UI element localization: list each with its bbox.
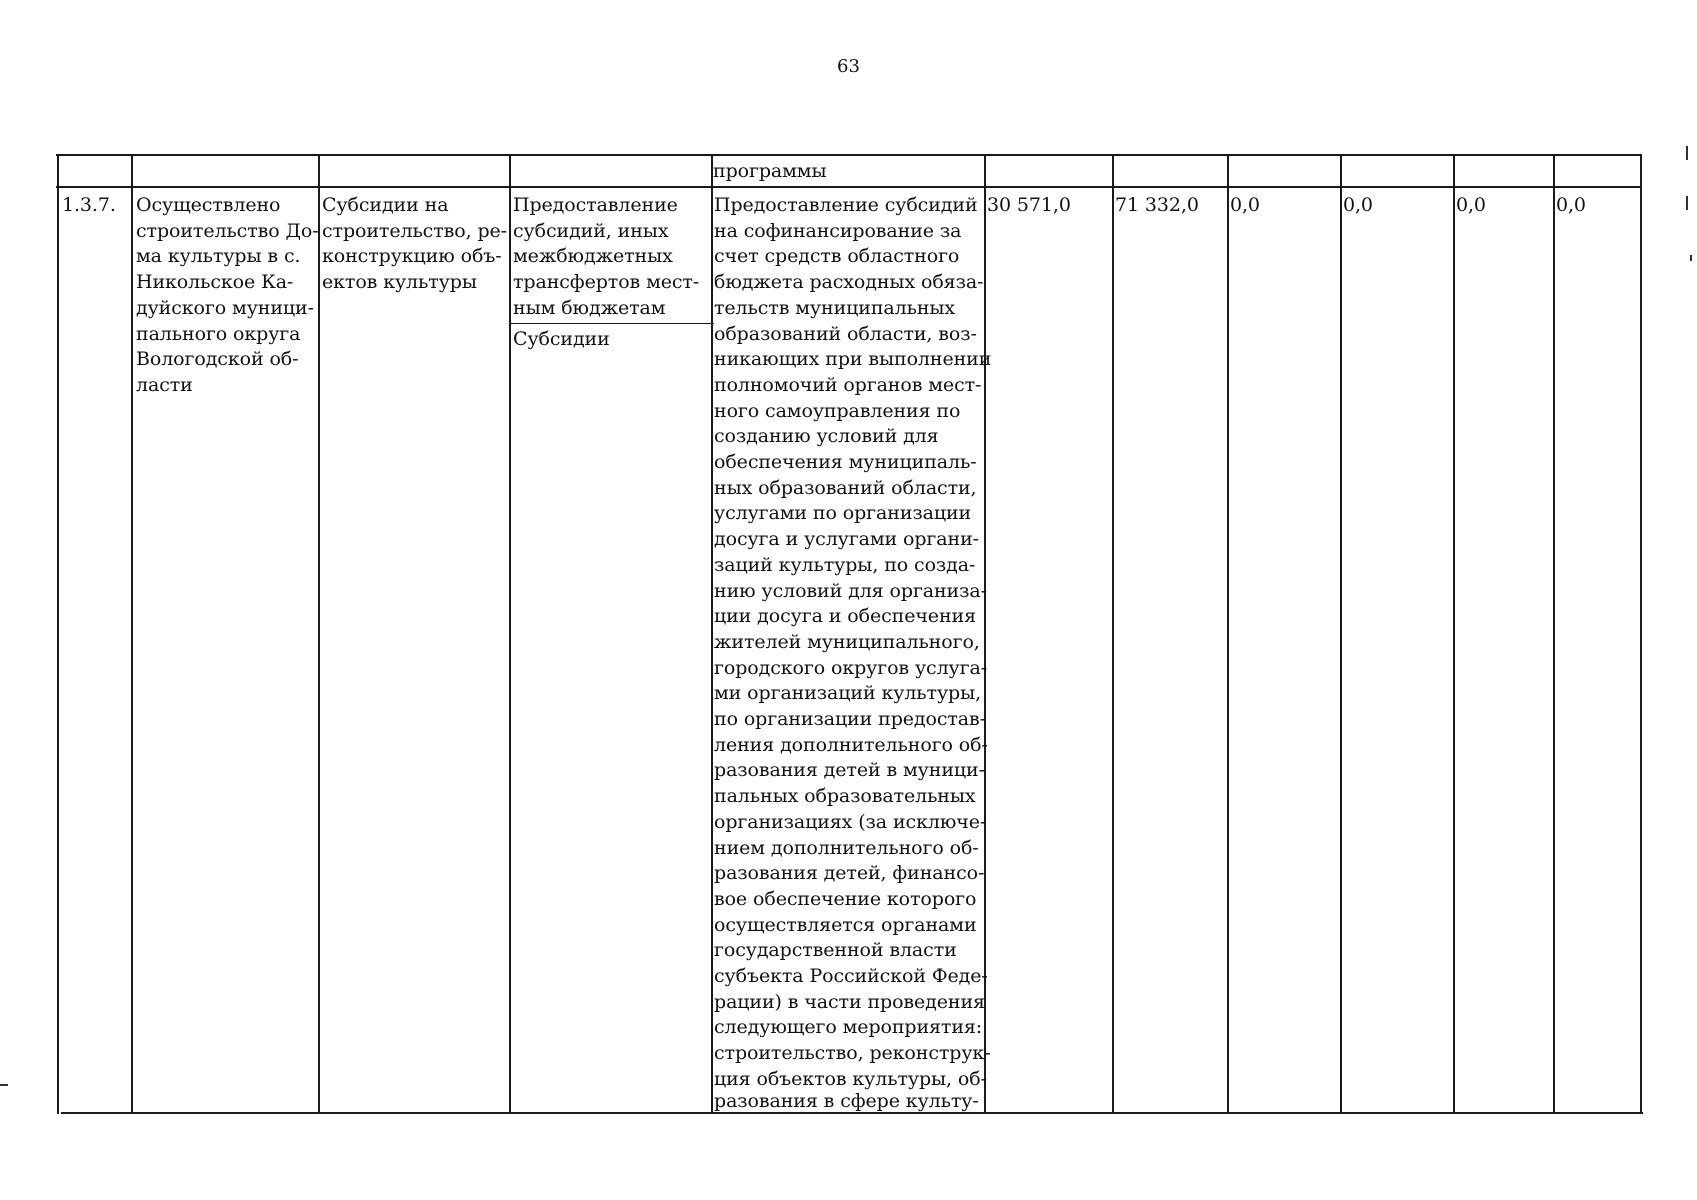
col-border-11 (1640, 154, 1642, 1114)
description-line: ция объектов культуры, об- (714, 1067, 987, 1090)
col-border-6 (1112, 154, 1114, 1114)
description-line: бюджета расходных обяза- (714, 271, 984, 294)
result-line: Никольское Ка- (136, 271, 294, 294)
value-cell-3: 0,0 (1230, 194, 1260, 216)
description-line: нием дополнительного об- (714, 836, 979, 859)
description-line: разования детей, финансо- (714, 862, 985, 885)
description-line: ных образований области, (714, 476, 977, 499)
result-line: строительство До- (136, 219, 319, 242)
direction-line: трансфертов мест- (513, 271, 700, 294)
description-line: никающих при выполнении (714, 348, 992, 371)
header-row-border (56, 186, 1640, 188)
result-line: ма культуры в с. (136, 245, 301, 268)
description-line: вое обеспечение которого (714, 887, 977, 910)
table-top-border (56, 154, 1640, 156)
col-border-0 (57, 154, 59, 1114)
page-number: 63 (837, 56, 860, 77)
description-line: обеспечения муниципаль- (714, 451, 977, 473)
result-line: Вологодской об- (136, 348, 299, 371)
scan-mark (1690, 255, 1692, 261)
direction-line: субсидий, иных (513, 219, 669, 242)
description-line: осуществляется органами (714, 913, 977, 936)
direction-sub-label: Субсидии (513, 328, 610, 350)
direction-divider (510, 323, 714, 324)
description-line: ления дополнительного об- (714, 733, 988, 756)
description-line: ного самоуправления по (714, 399, 961, 422)
col-border-8 (1340, 154, 1342, 1114)
direction-line: ным бюджетам (513, 296, 666, 319)
row-number: 1.3.7. (62, 194, 116, 216)
scan-mark (0, 1084, 8, 1086)
description-line: жителей муниципального, (714, 630, 980, 653)
scan-mark (1686, 146, 1688, 160)
description-line: образований области, воз- (714, 322, 977, 345)
description-line: пальных образовательных (714, 785, 976, 808)
col-border-1 (131, 154, 133, 1114)
header-description-cell: программы (713, 160, 827, 182)
col-border-10 (1553, 154, 1555, 1114)
scan-mark (1686, 196, 1688, 210)
description-line: по организации предостав- (714, 708, 986, 730)
description-line: рации) в части проведения (714, 990, 985, 1013)
description-line: субъекта Российской Феде- (714, 965, 988, 987)
description-line: счет средств областного (714, 245, 960, 268)
description-line: городского округов услуга- (714, 656, 988, 679)
col-border-2 (318, 154, 320, 1114)
description-line: Предоставление субсидий (714, 194, 978, 216)
description-line: созданию условий для (714, 425, 939, 448)
description-line: ции досуга и обеспечения (714, 605, 976, 628)
value-cell-4: 0,0 (1343, 194, 1373, 216)
type-line: Субсидии на (322, 194, 449, 216)
description-line: следующего мероприятия: (714, 1016, 983, 1039)
description-line: тельств муниципальных (714, 296, 956, 319)
description-line: организациях (за исключе- (714, 810, 987, 833)
result-line: ласти (136, 373, 193, 396)
description-line: ми организаций культуры, (714, 682, 982, 705)
col-border-4 (711, 154, 713, 1114)
col-border-7 (1227, 154, 1229, 1114)
type-line: ектов культуры (322, 271, 477, 294)
direction-line: межбюджетных (513, 245, 673, 268)
value-cell-1: 30 571,0 (987, 194, 1071, 216)
description-line: заций культуры, по созда- (714, 553, 976, 576)
description-line: досуга и услугами органи- (714, 528, 979, 551)
direction-line: Предоставление (513, 194, 678, 216)
description-line: на софинансирование за (714, 219, 962, 242)
value-cell-6: 0,0 (1556, 194, 1586, 216)
value-cell-2: 71 332,0 (1115, 194, 1199, 216)
result-line: Осуществлено (136, 194, 281, 216)
type-line: конструкцию объ- (322, 245, 502, 268)
col-border-3 (509, 154, 511, 1114)
result-line: дуйского муници- (136, 296, 314, 319)
description-line: государственной власти (714, 939, 957, 962)
description-line: разования в сфере культу- (714, 1090, 979, 1112)
description-line: полномочий органов мест- (714, 373, 982, 396)
result-line: пального округа (136, 322, 301, 345)
value-cell-5: 0,0 (1456, 194, 1486, 216)
description-line: строительство, реконструк- (714, 1042, 991, 1065)
description-line: услугами по организации (714, 502, 972, 525)
col-border-9 (1453, 154, 1455, 1114)
type-line: строительство, ре- (322, 219, 507, 242)
description-line: разования детей в муници- (714, 759, 985, 782)
description-line: нию условий для организа- (714, 579, 987, 602)
